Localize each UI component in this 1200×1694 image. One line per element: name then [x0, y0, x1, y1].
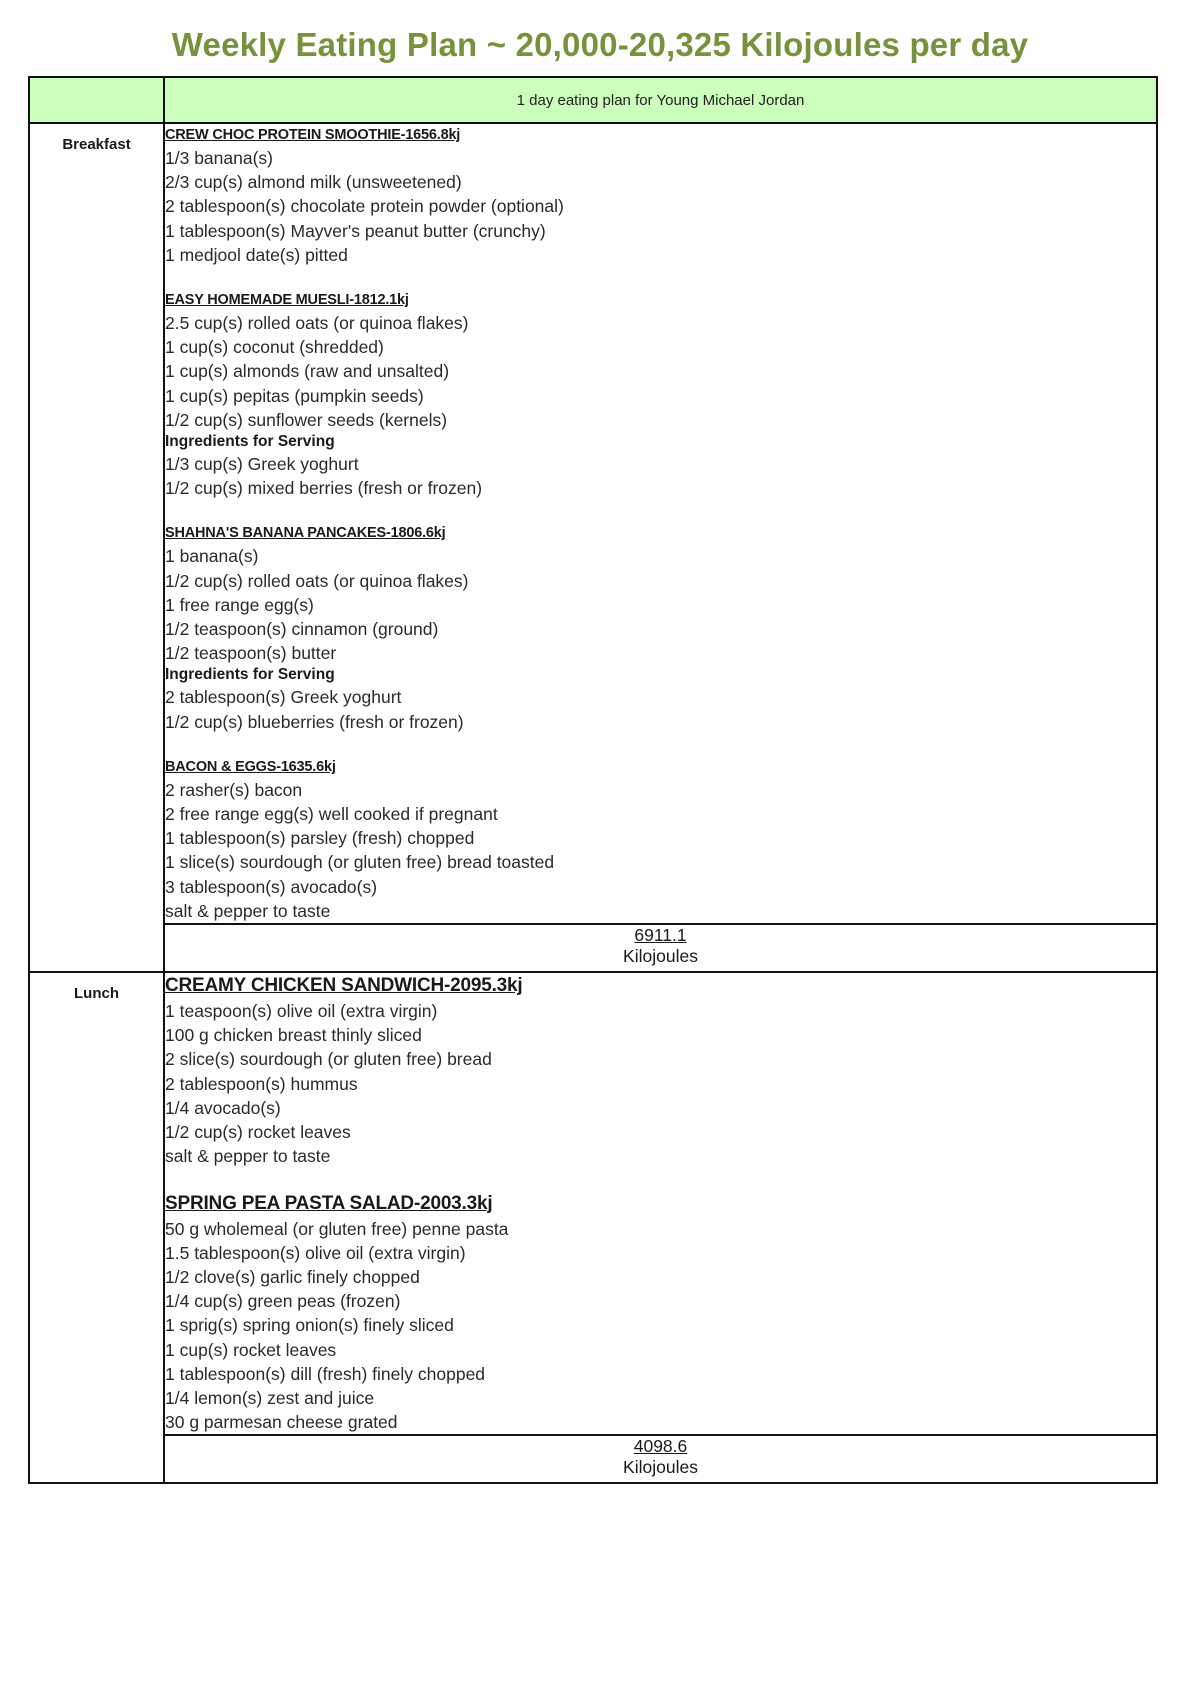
ingredient: 3 tablespoon(s) avocado(s)	[165, 876, 378, 897]
ingredient: 2 free range egg(s) well cooked if pregnant	[165, 804, 498, 825]
ingredient: 1 slice(s) sourdough (or gluten free) bread toasted	[165, 852, 555, 873]
recipe-title: BACON & EGGS-1635.6kj	[165, 758, 336, 775]
ingredient: 1/4 lemon(s) zest and juice	[165, 1387, 375, 1408]
ingredient: 1 cup(s) pepitas (pumpkin seeds)	[165, 385, 424, 406]
lunch-total-unit: Kilojoules	[623, 1457, 698, 1478]
ingredient: 2 tablespoon(s) hummus	[165, 1073, 358, 1094]
ingredient: salt & pepper to taste	[165, 1146, 331, 1167]
recipe-title: CREW CHOC PROTEIN SMOOTHIE-1656.8kj	[165, 127, 461, 143]
ingredient: 2/3 cup(s) almond milk (unsweetened)	[165, 172, 462, 193]
breakfast-label-cell	[29, 123, 164, 972]
header-empty-cell	[29, 77, 164, 123]
serving-ingredient: 1/3 cup(s) Greek yoghurt	[165, 454, 359, 475]
lunch-total-cell	[164, 1435, 1157, 1483]
ingredient: 1 teaspoon(s) olive oil (extra virgin)	[165, 1001, 438, 1022]
ingredient: 1.5 tablespoon(s) olive oil (extra virgin)	[165, 1242, 466, 1263]
ingredient: 1 tablespoon(s) dill (fresh) finely chopped	[165, 1363, 486, 1384]
ingredient: 1 sprig(s) spring onion(s) finely sliced	[165, 1315, 454, 1336]
ingredient: 1 cup(s) rocket leaves	[165, 1339, 337, 1360]
lunch-recipes	[164, 972, 1157, 1435]
recipe-title: CREAMY CHICKEN SANDWICH-2095.3kj	[165, 975, 523, 997]
ingredient: 1/4 cup(s) green peas (frozen)	[165, 1291, 401, 1312]
lunch-label-cell	[29, 972, 164, 1483]
serving-ingredient: 1/2 cup(s) blueberries (fresh or frozen)	[165, 711, 464, 732]
ingredient: 1/2 clove(s) garlic finely chopped	[165, 1266, 420, 1287]
ingredient: 1 medjool date(s) pitted	[165, 244, 348, 265]
breakfast-total-cell	[164, 924, 1157, 972]
recipe-banana-pancakes	[165, 522, 1156, 733]
recipe-title: SPRING PEA PASTA SALAD-2003.3kj	[165, 1192, 493, 1214]
breakfast-total-row	[29, 924, 1157, 972]
serving-ingredient: 2 tablespoon(s) Greek yoghurt	[165, 687, 402, 708]
lunch-total-row	[29, 1435, 1157, 1483]
breakfast-total-unit: Kilojoules	[623, 946, 698, 967]
recipe-title: SHAHNA'S BANANA PANCAKES-1806.6kj	[165, 525, 446, 542]
recipe-creamy-chicken-sandwich	[165, 973, 1156, 1168]
ingredient: 1/4 avocado(s)	[165, 1097, 281, 1118]
ingredient: 1/2 cup(s) rocket leaves	[165, 1122, 351, 1143]
lunch-row	[29, 972, 1157, 1435]
serving-ingredient: 1/2 cup(s) mixed berries (fresh or frozen)	[165, 478, 483, 499]
ingredient: 1 cup(s) coconut (shredded)	[165, 337, 384, 358]
ingredient: 1/3 banana(s)	[165, 148, 273, 168]
page-title: Weekly Eating Plan ~ 20,000-20,325 Kilojoules per day	[171, 26, 1029, 63]
breakfast-row	[29, 123, 1157, 924]
serving-heading: Ingredients for Serving	[165, 433, 335, 451]
ingredient: 2 tablespoon(s) chocolate protein powder (optional)	[165, 196, 564, 217]
header-cell	[164, 77, 1157, 123]
recipe-title: EASY HOMEMADE MUESLI-1812.1kj	[165, 292, 409, 309]
ingredient: 30 g parmesan cheese grated	[165, 1412, 398, 1433]
lunch-total-value: 4098.6	[633, 1436, 688, 1457]
recipe-easy-muesli	[165, 289, 1156, 500]
recipe-bacon-eggs	[165, 756, 1156, 923]
ingredient: 2.5 cup(s) rolled oats (or quinoa flakes)	[165, 313, 469, 334]
ingredient: 1 free range egg(s)	[165, 594, 314, 615]
ingredient: salt & pepper to taste	[165, 900, 331, 921]
ingredient: 1/2 cup(s) rolled oats (or quinoa flakes)	[165, 570, 469, 591]
header-row	[29, 77, 1157, 123]
ingredient: 1/2 teaspoon(s) butter	[165, 643, 337, 664]
ingredient: 1/2 teaspoon(s) cinnamon (ground)	[165, 619, 439, 640]
ingredient: 1 tablespoon(s) parsley (fresh) chopped	[165, 828, 475, 849]
recipe-crew-choc-smoothie	[165, 124, 1156, 267]
ingredient: 2 slice(s) sourdough (or gluten free) bread	[165, 1049, 492, 1070]
ingredient: 1 banana(s)	[165, 546, 259, 567]
ingredient: 1/2 cup(s) sunflower seeds (kernels)	[165, 409, 448, 430]
breakfast-recipes	[164, 123, 1157, 924]
breakfast-total-value: 6911.1	[634, 925, 687, 946]
meal-plan-table	[28, 76, 1158, 1484]
ingredient: 50 g wholemeal (or gluten free) penne pasta	[165, 1218, 509, 1239]
ingredient: 1 tablespoon(s) Mayver's peanut butter (crunchy)	[165, 220, 546, 241]
meal-label-breakfast: Breakfast	[62, 136, 131, 153]
ingredient: 1 cup(s) almonds (raw and unsalted)	[165, 361, 450, 382]
recipe-spring-pea-pasta-salad	[165, 1191, 1156, 1435]
ingredient: 2 rasher(s) bacon	[165, 779, 303, 800]
plan-subtitle: 1 day eating plan for Young Michael Jordan	[516, 91, 805, 109]
serving-heading: Ingredients for Serving	[165, 666, 335, 684]
ingredient: 100 g chicken breast thinly sliced	[165, 1025, 422, 1046]
meal-label-lunch: Lunch	[74, 985, 119, 1003]
